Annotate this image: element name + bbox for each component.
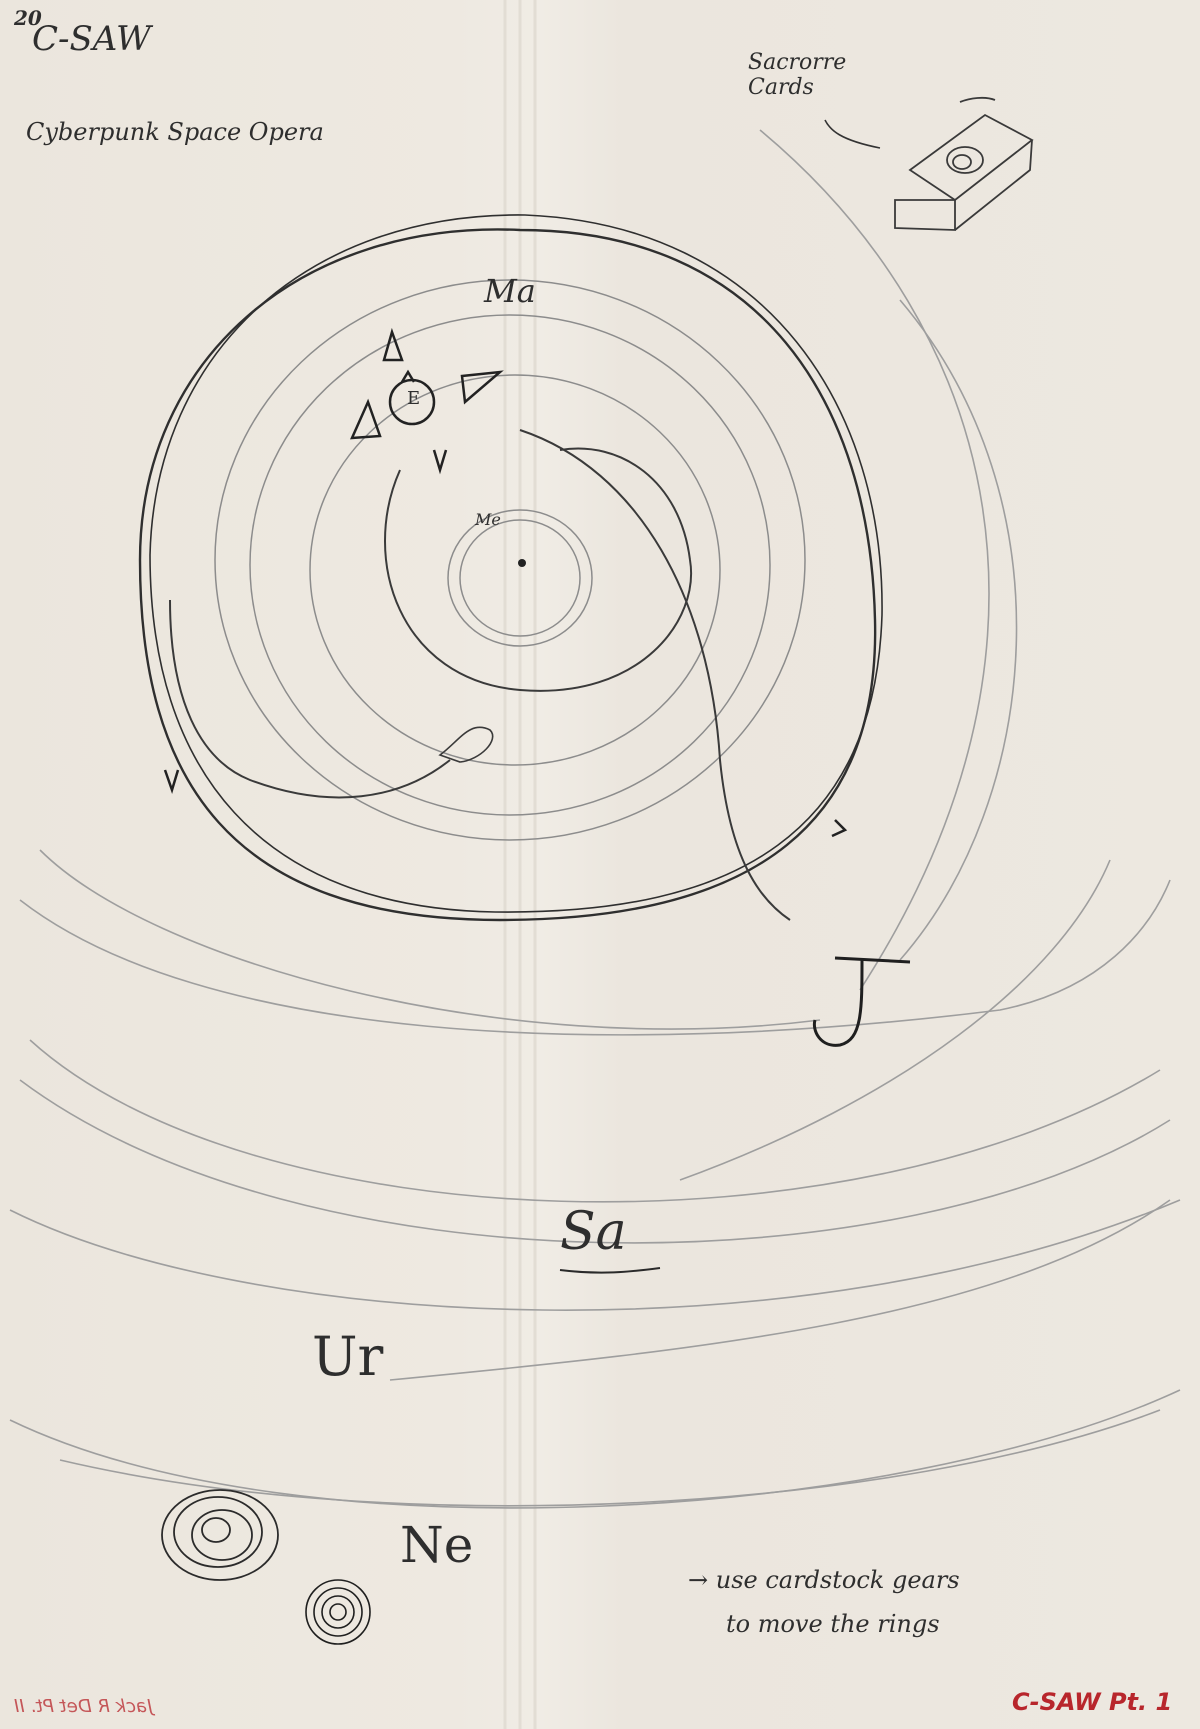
note-line-1: → use cardstock gears <box>688 1566 960 1594</box>
mars-orbit <box>215 280 805 840</box>
orbit-arrow-1 <box>832 820 845 836</box>
outer-arc-1 <box>30 1040 1160 1202</box>
sketch-title: C-SAW <box>32 19 151 59</box>
spiral-arc-2 <box>900 300 1017 960</box>
cards-note: Sacrorre Cards <box>748 50 847 101</box>
belt-orbit-b <box>150 215 882 912</box>
ship-left <box>352 402 380 438</box>
inner-planet-label: Me <box>475 510 501 529</box>
ship-sketch <box>440 727 493 762</box>
venus-spiral <box>385 448 691 690</box>
spiral-arc-1 <box>760 130 989 990</box>
neptune-label: Ne <box>400 1516 474 1574</box>
outer-arc-4 <box>390 1200 1170 1380</box>
note-line-2: to move the rings <box>726 1610 940 1638</box>
earth-label: E <box>407 388 421 409</box>
saturn-label: Sa <box>560 1202 627 1262</box>
venus-orbit <box>310 375 720 765</box>
sketch-subtitle: Cyberpunk Space Opera <box>26 118 324 146</box>
jupiter-marker <box>814 958 910 1045</box>
earth-arrow <box>434 450 446 470</box>
ship-right <box>462 372 500 402</box>
ship-trail <box>170 600 450 797</box>
comet-trail <box>520 430 790 920</box>
orbit-arrow-2 <box>165 770 178 790</box>
uranus-label: Ur <box>312 1325 384 1388</box>
saturn-flourish <box>560 1268 660 1273</box>
dark-moon-scribble <box>306 1580 370 1644</box>
outer-arc-6 <box>60 1410 1160 1506</box>
spiral-arc-3 <box>680 860 1110 1180</box>
jupiter-arc-2 <box>20 880 1170 1035</box>
neptune-scribble <box>162 1490 278 1580</box>
mars-label: Ma <box>484 272 536 310</box>
footer-bleed-text: Jack R Det Pt. II <box>14 1696 153 1717</box>
outer-arc-5 <box>10 1390 1180 1508</box>
sun-dot <box>518 559 526 567</box>
page-number: 20 <box>14 6 42 30</box>
cards-sketch <box>895 98 1032 230</box>
ship-top <box>384 332 402 360</box>
jupiter-arc-1 <box>40 850 820 1029</box>
footer-title: C-SAW Pt. 1 <box>1012 1688 1173 1716</box>
cards-arrow <box>825 120 880 148</box>
earth-orbit <box>250 315 770 815</box>
